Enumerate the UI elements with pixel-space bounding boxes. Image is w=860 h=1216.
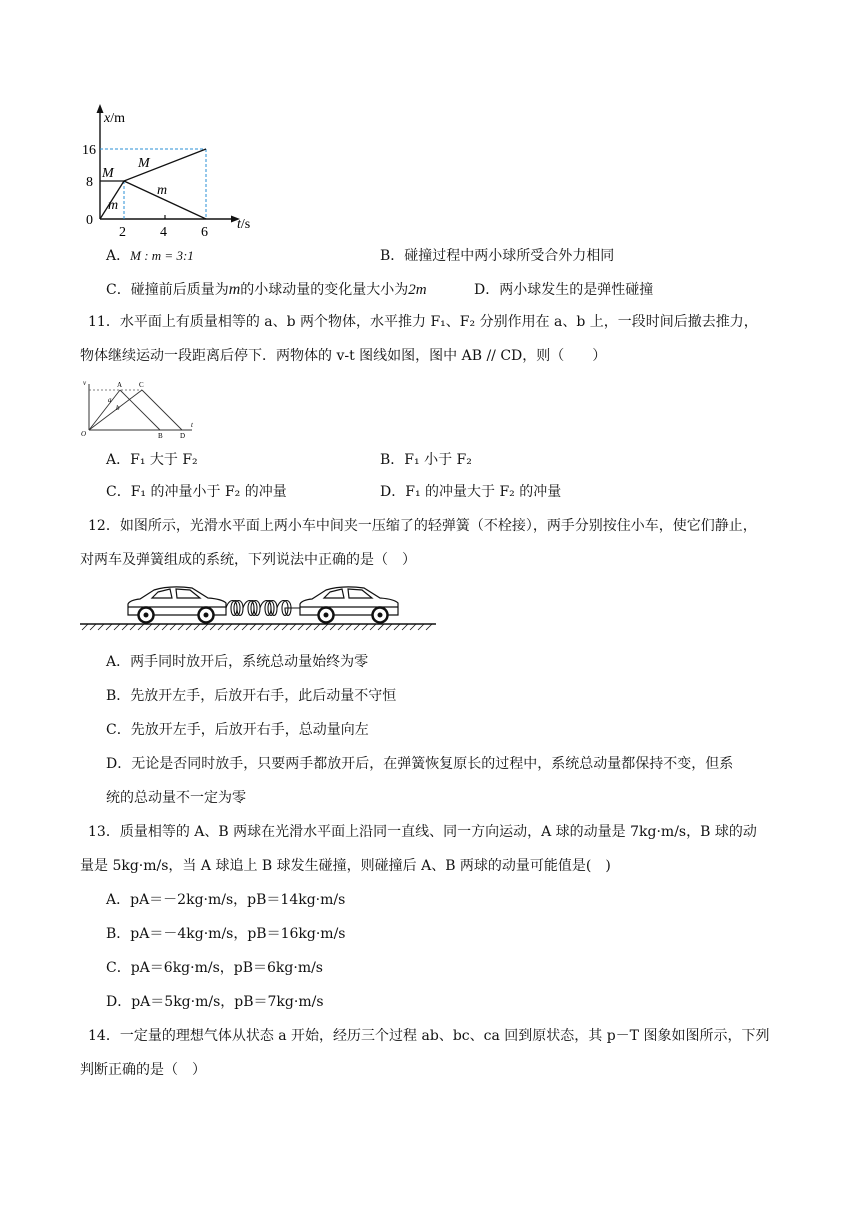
q10-y-axis-label: x/m (104, 111, 125, 126)
q10-option-c: C．碰撞前后质量为m的小球动量的变化量大小为2m (106, 281, 427, 298)
q11-label-v: v (83, 379, 87, 387)
q10-label-M-after: M (138, 156, 150, 171)
q10-y-tick-16: 16 (82, 143, 96, 158)
q12-option-d-line-2: 统的总动量不一定为零 (106, 790, 246, 806)
q11-label-t: t (191, 421, 193, 429)
q12-option-a: A．两手同时放开后，系统总动量始终为零 (106, 654, 369, 670)
q14-stem-line-1: 14．一定量的理想气体从状态 a 开始，经历三个过程 ab、bc、ca 回到原状态，其 p－T 图象如图所示，下列 (88, 1028, 770, 1044)
q12-cars-spring-figure (80, 582, 440, 632)
q11-label-a: a (108, 396, 112, 404)
q10-option-a: A．M : m = 3:1 (106, 248, 194, 264)
q12-option-b: B．先放开左手，后放开右手，此后动量不守恒 (106, 688, 397, 704)
q11-stem-line-1: 11．水平面上有质量相等的 a、b 两个物体，水平推力 F₁、F₂ 分别作用在 a、b 上，一段时间后撤去推力， (88, 314, 758, 330)
q11-label-B: B (158, 432, 163, 440)
q13-stem-line-1: 13．质量相等的 A、B 两球在光滑水平面上沿同一直线、同一方向运动，A 球的动量是 7kg·m/s，B 球的动 (88, 824, 757, 840)
q13-option-d: D．pA＝5kg·m/s，pB＝7kg·m/s (106, 994, 324, 1010)
q11-option-c: C．F₁ 的冲量小于 F₂ 的冲量 (106, 484, 287, 500)
q10-x-tick-2: 2 (119, 225, 126, 240)
q12-stem-line-1: 12．如图所示，光滑水平面上两小车中间夹一压缩了的轻弹簧（不栓接），两手分别按住小车，使它们静止， (88, 518, 757, 534)
q13-option-a: A．pA＝－2kg·m/s，pB＝14kg·m/s (106, 892, 346, 908)
q11-label-C: C (139, 381, 144, 389)
q12-stem-line-2: 对两车及弹簧组成的系统，下列说法中正确的是（ ） (80, 552, 416, 568)
q13-option-b: B．pA＝－4kg·m/s，pB＝16kg·m/s (106, 926, 346, 942)
q10-xt-graph (80, 100, 270, 240)
q10-y-tick-8: 8 (86, 175, 93, 190)
q11-stem-line-2: 物体继续运动一段距离后停下．两物体的 v-t 图线如图，图中 AB // CD，则（ ） (80, 348, 607, 364)
q12-spring (226, 601, 302, 616)
q11-label-D: D (180, 432, 186, 440)
q11-option-b: B．F₁ 小于 F₂ (380, 452, 472, 468)
q11-label-A: A (117, 381, 123, 389)
q10-option-d: D．两小球发生的是弹性碰撞 (474, 282, 654, 298)
q11-vt-graph (80, 378, 200, 440)
q11-option-d: D．F₁ 的冲量大于 F₂ 的冲量 (380, 484, 562, 500)
q10-y-unit: /m (110, 111, 125, 126)
q14-stem-line-2: 判断正确的是（ ） (80, 1062, 206, 1078)
q13-stem-line-2: 量是 5kg·m/s，当 A 球追上 B 球发生碰撞，则碰撞后 A、B 两球的动量可能值是( ) (80, 858, 611, 874)
q10-x-axis-label: t/s (237, 217, 251, 232)
q10-label-m-after: m (157, 183, 168, 198)
q10-option-b: B．碰撞过程中两小球所受合外力相同 (380, 248, 615, 264)
q12-option-d-line-1: D．无论是否同时放手，只要两手都放开后，在弹簧恢复原长的过程中，系统总动量都保持不变，但系 (106, 756, 734, 772)
q11-label-b: b (116, 404, 120, 412)
q12-option-c: C．先放开左手，后放开右手，总动量向左 (106, 722, 369, 738)
q10-x-tick-4: 4 (160, 225, 167, 240)
q10-y-tick-0: 0 (86, 213, 93, 228)
q10-x-tick-6: 6 (201, 225, 208, 240)
q11-label-O: O (81, 430, 87, 438)
q10-label-m-before: m (108, 198, 119, 213)
q10-label-M-before: M (102, 166, 114, 181)
q11-option-a: A．F₁ 大于 F₂ (106, 452, 198, 468)
q13-option-c: C．pA＝6kg·m/s，pB＝6kg·m/s (106, 960, 323, 976)
